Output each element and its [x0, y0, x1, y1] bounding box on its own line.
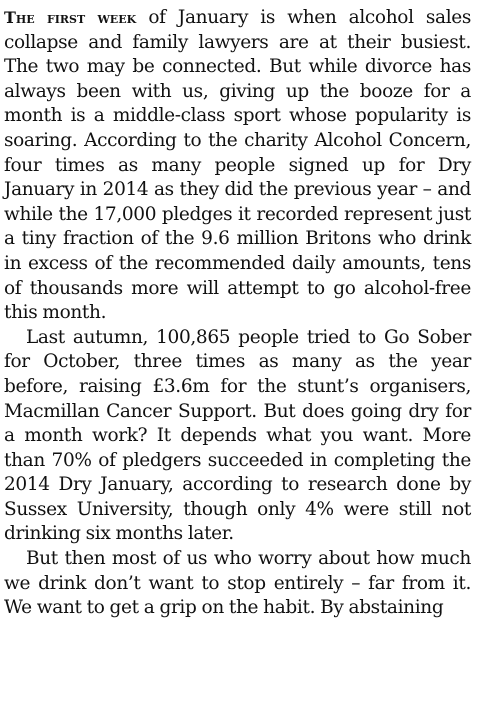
- article-paragraph-2: Last autumn, 100,865 people tried to Go Sober for October, three times as many as the year before, raising £3.6m for the stunt’s organisers, Macmillan Cancer Support. But does going dry for a month work? It depends what you want. More than 70% of pledgers succeeded in completing the 2014 Dry January, according to research done by Sussex University, though only 4% were still not drinking six months later.: [4, 326, 471, 545]
- article-paragraph-1: [4, 6, 471, 326]
- paragraph-1-text: of January is when alcohol sales collapse and family lawyers are at their busiest. The two may be connected. But while divorce has always been with us, giving up the booze for a month is a middle-class sport whose popularity is soaring. According to the charity Alcohol Concern, four times as many people signed up for Dry January in 2014 as they did the previous year – and while the 17,000 pledges it recorded represent just a tiny fraction of the 9.6 million Britons who drink in excess of the recommended daily amounts, tens of thousands more will attempt to go alcohol-free this month.: [4, 7, 471, 324]
- lead-in-text: The first week: [4, 8, 137, 27]
- article-body: [4, 6, 471, 621]
- article-paragraph-3: But then most of us who worry about how much we drink don’t want to stop entirely – far from it. We want to get a grip on the habit. By abstaining: [4, 548, 471, 619]
